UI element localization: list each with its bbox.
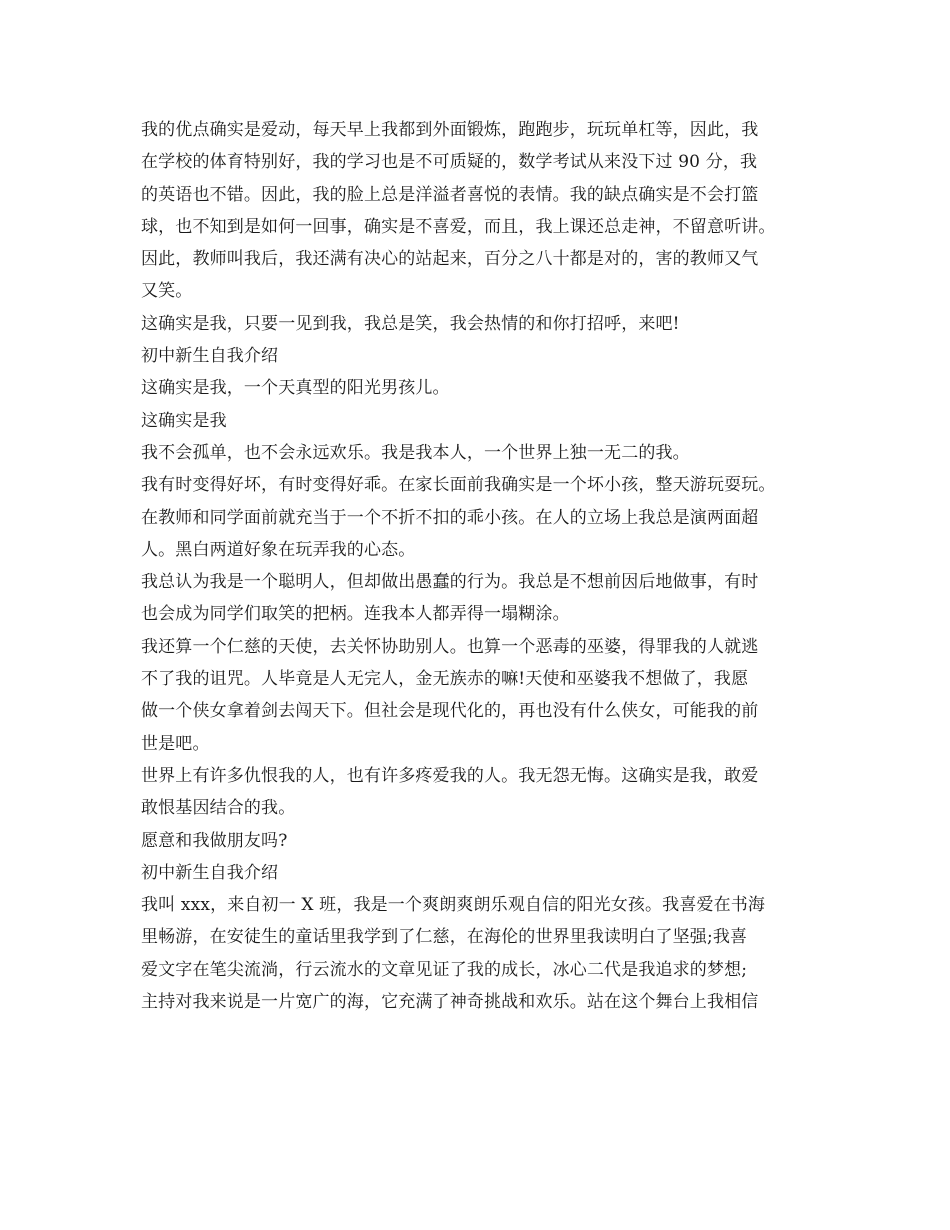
text-line: 愿意和我做朋友吗? [141, 830, 288, 851]
text-line: 我叫 xxx，来自初一 X 班，我是一个爽朗爽朗乐观自信的阳光女孩。我喜爱在书海 [141, 895, 766, 916]
text-line: 里畅游，在安徒生的童话里我学到了仁慈，在海伦的世界里我读明白了坚强;我喜 [141, 927, 748, 948]
text-line: 人。黑白两道好象在玩弄我的心态。 [141, 539, 416, 560]
text-line: 因此，教师叫我后，我还满有决心的站起来，百分之八十都是对的，害的教师又气 [141, 249, 759, 270]
text-line: 这确实是我，只要一见到我，我总是笑，我会热情的和你打招呼，来吧! [141, 313, 680, 334]
text-line: 球，也不知到是如何一回事，确实是不喜爱，而且，我上课还总走神，不留意听讲。 [141, 216, 776, 237]
section-heading: 初中新生自我介绍 [141, 862, 279, 883]
text-line: 做一个侠女拿着剑去闯天下。但社会是现代化的，再也没有什么侠女，可能我的前 [141, 701, 759, 722]
text-line: 的英语也不错。因此，我的脸上总是洋溢者喜悦的表情。我的缺点确实是不会打篮 [141, 184, 759, 205]
text-line: 也会成为同学们取笑的把柄。连我本人都弄得一塌糊涂。 [141, 604, 570, 625]
text-line: 这确实是我，一个天真型的阳光男孩儿。 [141, 378, 450, 399]
text-line: 敢恨基因结合的我。 [141, 798, 296, 819]
text-line: 我的优点确实是爱动，每天早上我都到外面锻炼，跑跑步，玩玩单杠等，因此，我 [141, 120, 759, 140]
text-line: 爱文字在笔尖流淌，行云流水的文章见证了我的成长，冰心二代是我追求的梦想; [141, 959, 748, 980]
text-line: 我总认为我是一个聪明人，但却做出愚蠢的行为。我总是不想前因后地做事，有时 [141, 572, 759, 593]
text-line: 世界上有许多仇恨我的人，也有许多疼爱我的人。我无怨无悔。这确实是我，敢爱 [141, 765, 759, 786]
section-heading: 这确实是我 [141, 410, 227, 431]
text-line: 世是吧。 [141, 733, 210, 754]
text-line: 不了我的诅咒。人毕竟是人无完人，金无族赤的嘛!天使和巫婆我不想做了，我愿 [141, 669, 749, 690]
text-line: 在教师和同学面前就充当于一个不折不扣的乖小孩。在人的立场上我总是演两面超 [141, 507, 759, 528]
text-line: 我还算一个仁慈的天使，去关怀协助别人。也算一个恶毒的巫婆，得罪我的人就逃 [141, 636, 759, 657]
text-line: 主持对我来说是一片宽广的海，它充满了神奇挑战和欢乐。站在这个舞台上我相信 [141, 992, 759, 1013]
section-heading: 初中新生自我介绍 [141, 346, 279, 367]
document-body [141, 114, 821, 1018]
text-line: 在学校的体育特别好，我的学习也是不可质疑的，数学考试从来没下过 90 分，我 [141, 152, 758, 173]
text-line: 我有时变得好坏，有时变得好乖。在家长面前我确实是一个坏小孩，整天游玩耍玩。 [141, 475, 776, 496]
text-line: 我不会孤单，也不会永远欢乐。我是我本人，一个世界上独一无二的我。 [141, 442, 690, 463]
text-line: 又笑。 [141, 281, 193, 302]
